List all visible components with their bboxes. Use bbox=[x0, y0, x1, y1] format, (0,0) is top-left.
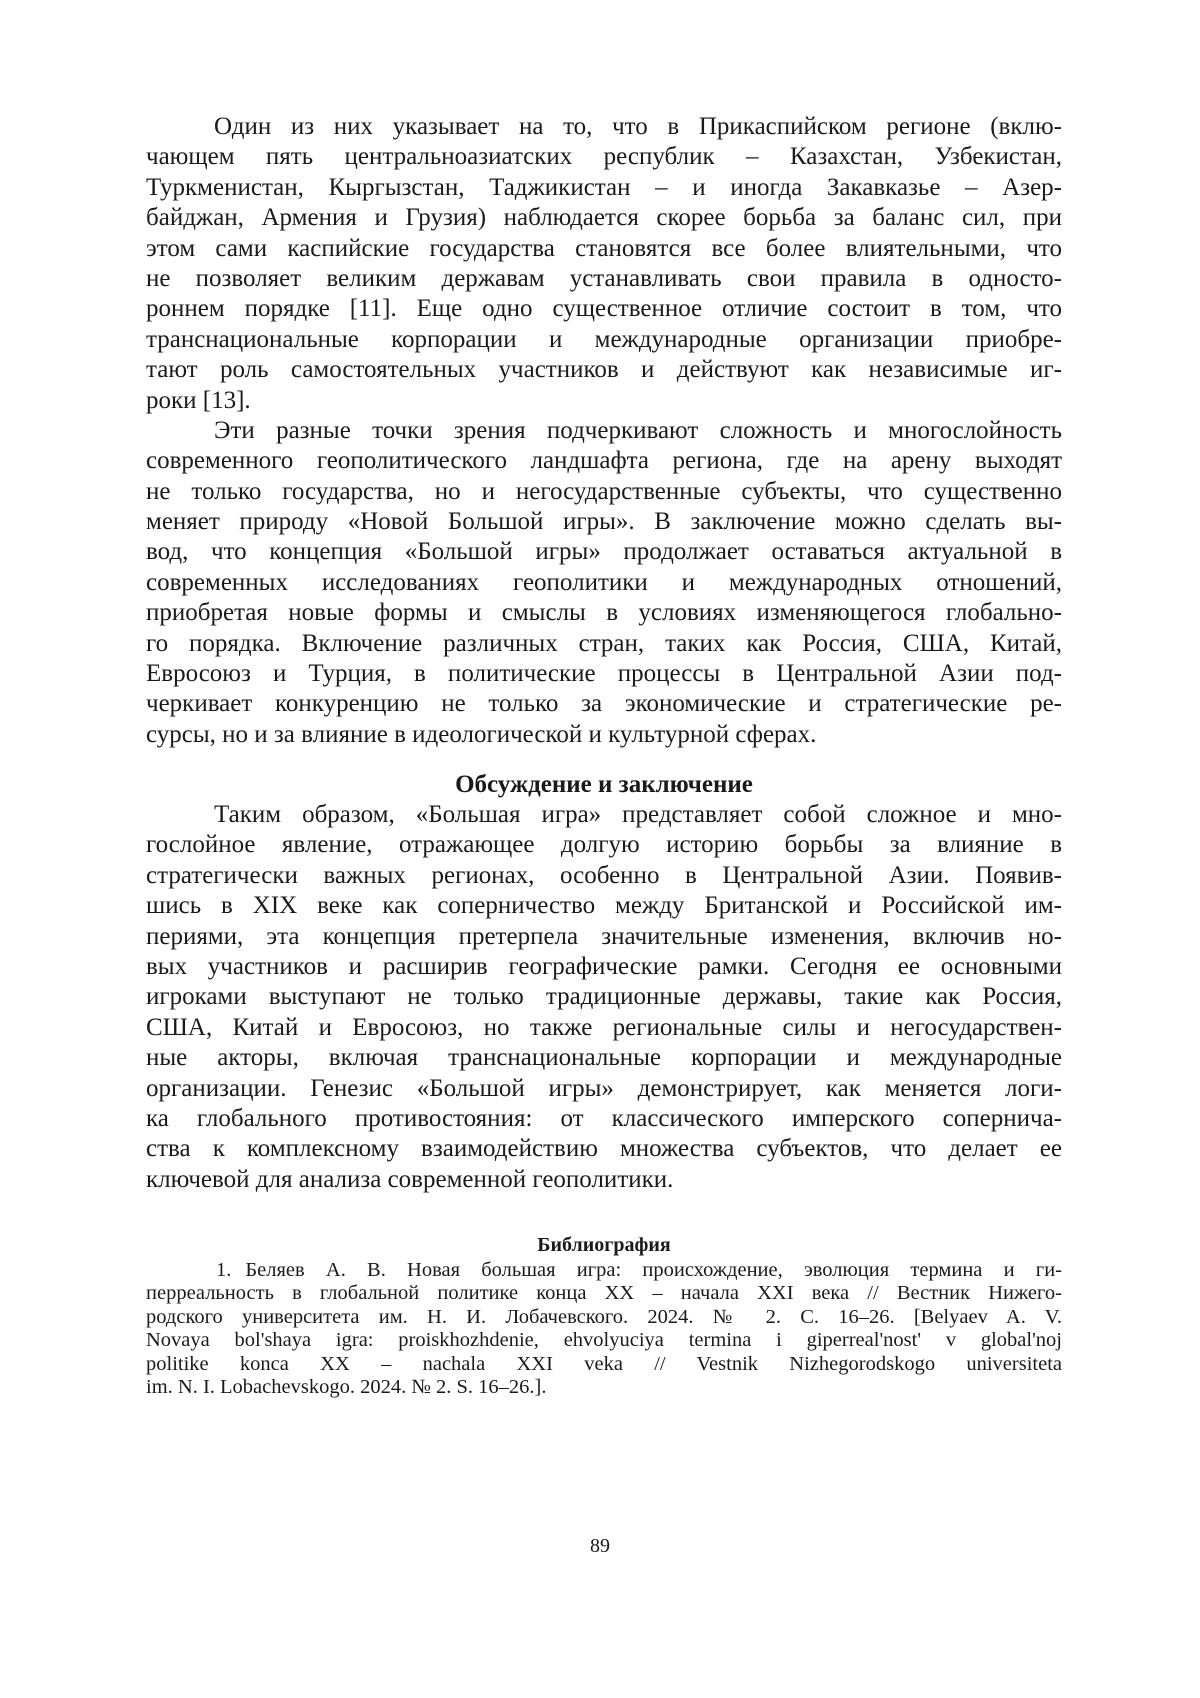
bibliography-title: Библиография bbox=[146, 1233, 1062, 1257]
text-line: не только государства, но и негосударственные субъекты, что существенно bbox=[146, 477, 1062, 507]
text-line: игроками выступают не только традиционные державы, такие как Россия, bbox=[146, 982, 1062, 1012]
text-line: ка глобального противостояния: от классического имперского сопернича- bbox=[146, 1104, 1062, 1134]
text-line: Эти разные точки зрения подчеркивают сложность и многослойность bbox=[146, 416, 1062, 446]
text-line: меняет природу «Новой Большой игры». В заключение можно сделать вы- bbox=[146, 507, 1062, 537]
text-line: politike konca XX – nachala XXI veka // Vestnik Nizhegorodskogo universiteta bbox=[146, 1353, 1062, 1376]
entry-number: 1. bbox=[216, 1259, 231, 1282]
text-line: шись в XIX веке как соперничество между Британской и Российской им- bbox=[146, 891, 1062, 921]
body-section-1 bbox=[146, 112, 1062, 750]
text-line: роннем порядке [11]. Еще одно существенное отличие состоит в том, что bbox=[146, 294, 1062, 324]
text-line: го порядка. Включение различных стран, таких как Россия, США, Китай, bbox=[146, 629, 1062, 659]
paragraph bbox=[146, 800, 1062, 1195]
text-line: этом сами каспийские государства становятся все более влиятельными, что bbox=[146, 234, 1062, 264]
entry-text: Беляев А. В. Новая большая игра: происхождение, эволюция термина и ги- bbox=[245, 1259, 1062, 1282]
text-line: приобретая новые формы и смыслы в условиях изменяющегося глобально- bbox=[146, 598, 1062, 628]
text-line: чающем пять центральноазиатских республик – Казахстан, Узбекистан, bbox=[146, 142, 1062, 172]
bibliography-list bbox=[146, 1259, 1062, 1399]
text-line: Туркменистан, Кыргызстан, Таджикистан – и иногда Закавказье – Азер- bbox=[146, 173, 1062, 203]
body-section-conclusion bbox=[146, 800, 1062, 1195]
text-line: im. N. I. Lobachevskogo. 2024. № 2. S. 16–26.]. bbox=[146, 1376, 1062, 1399]
text-line bbox=[146, 1259, 1062, 1282]
text-line: перреальность в глобальной политике конца XX – начала XXI века // Вестник Нижего- bbox=[146, 1282, 1062, 1305]
paragraph bbox=[146, 416, 1062, 750]
text-line: современного геополитического ландшафта региона, где на арену выходят bbox=[146, 446, 1062, 476]
text-line: родского университета им. Н. И. Лобачевского. 2024. № 2. С. 16–26. [Belyaev A. V. bbox=[146, 1306, 1062, 1329]
text-line: не позволяет великим державам устанавливать свои правила в односто- bbox=[146, 264, 1062, 294]
text-line: Novaya bol'shaya igra: proiskhozhdenie, ehvolyuciya termina i giperreal'nost' v global'noj bbox=[146, 1329, 1062, 1352]
text-line: тают роль самостоятельных участников и действуют как независимые иг- bbox=[146, 355, 1062, 385]
text-line: Таким образом, «Большая игра» представляет собой сложное и мно- bbox=[146, 800, 1062, 830]
text-line: сурсы, но и за влияние в идеологической и культурной сферах. bbox=[146, 720, 1062, 750]
text-line: Евросоюз и Турция, в политические процессы в Центральной Азии под- bbox=[146, 659, 1062, 689]
text-line: вод, что концепция «Большой игры» продолжает оставаться актуальной в bbox=[146, 537, 1062, 567]
text-line: периями, эта концепция претерпела значительные изменения, включив но- bbox=[146, 922, 1062, 952]
paragraph bbox=[146, 112, 1062, 416]
text-line: черкивает конкуренцию не только за экономические и стратегические ре- bbox=[146, 689, 1062, 719]
text-line: роки [13]. bbox=[146, 386, 1062, 416]
text-line: байджан, Армения и Грузия) наблюдается скорее борьба за баланс сил, при bbox=[146, 203, 1062, 233]
text-line: транснациональные корпорации и международные организации приобре- bbox=[146, 325, 1062, 355]
text-line: Один из них указывает на то, что в Прикаспийском регионе (вклю- bbox=[146, 112, 1062, 142]
text-line: стратегически важных регионах, особенно в Центральной Азии. Появив- bbox=[146, 861, 1062, 891]
bibliography-entry bbox=[146, 1259, 1062, 1399]
text-line: вых участников и расширив географические рамки. Сегодня ее основными bbox=[146, 952, 1062, 982]
text-line: современных исследованиях геополитики и международных отношений, bbox=[146, 568, 1062, 598]
page-number: 89 bbox=[0, 1535, 1200, 1558]
section-heading: Обсуждение и заключение bbox=[146, 770, 1062, 800]
text-line: ключевой для анализа современной геополитики. bbox=[146, 1165, 1062, 1195]
text-line: США, Китай и Евросоюз, но также региональные силы и негосударствен- bbox=[146, 1013, 1062, 1043]
text-line: ства к комплексному взаимодействию множества субъектов, что делает ее bbox=[146, 1134, 1062, 1164]
text-line: гослойное явление, отражающее долгую историю борьбы за влияние в bbox=[146, 830, 1062, 860]
text-line: организации. Генезис «Большой игры» демонстрирует, как меняется логи- bbox=[146, 1074, 1062, 1104]
text-line: ные акторы, включая транснациональные корпорации и международные bbox=[146, 1043, 1062, 1073]
